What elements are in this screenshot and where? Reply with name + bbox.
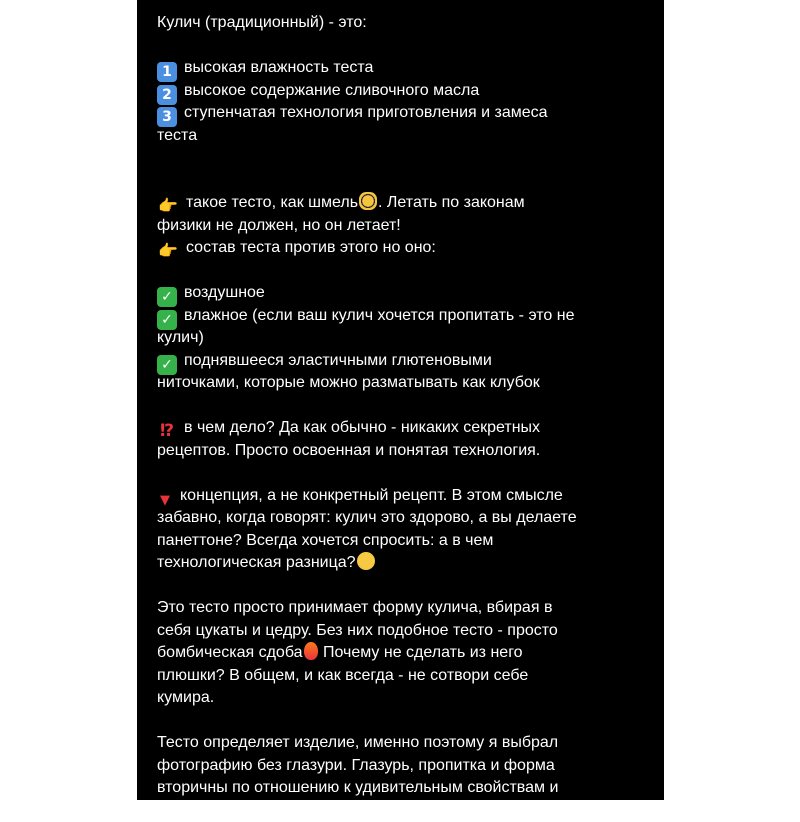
concept-continuation	[157, 552, 664, 575]
grinning-face-icon	[357, 552, 375, 570]
keycap-three-icon: 3	[157, 107, 177, 127]
spacer	[157, 575, 664, 598]
spacer	[157, 170, 664, 193]
pointing-hand-icon: 👉	[157, 241, 179, 261]
check-continuation: кулич)	[157, 327, 664, 350]
point-continuation: физики не должен, но он летает!	[157, 215, 664, 238]
spacer	[157, 35, 664, 58]
list-item-text: высокая влажность теста	[184, 59, 373, 76]
check-item	[157, 305, 664, 328]
post-title: Кулич (традиционный) - это:	[157, 12, 664, 35]
paragraph-line: вторичны по отношению к удивительным свойствам и	[157, 777, 664, 800]
list-item-text: ступенчатая технология приготовления и замеса	[184, 104, 548, 121]
concept-text: технологическая разница?	[157, 554, 356, 571]
check-mark-icon: ✓	[157, 355, 177, 375]
concept-continuation: панеттоне? Всегда хочется спросить: а в чем	[157, 530, 664, 553]
fire-icon	[304, 642, 318, 660]
concept-line	[157, 485, 664, 508]
check-item	[157, 350, 664, 373]
spacer	[157, 462, 664, 485]
list-item-text: высокое содержание сливочного масла	[184, 82, 479, 99]
paragraph-line: плюшки? В общем, и как всегда - не сотвори себе	[157, 665, 664, 688]
list-item-continuation: теста	[157, 125, 664, 148]
check-continuation: ниточками, которые можно разматывать как клубок	[157, 372, 664, 395]
question-line	[157, 417, 664, 440]
check-mark-icon: ✓	[157, 310, 177, 330]
paragraph-line: красоте этого типа теста.	[157, 800, 664, 822]
paragraph-line	[157, 642, 664, 665]
spacer	[157, 395, 664, 418]
list-item	[157, 80, 664, 103]
keycap-two-icon: 2	[157, 85, 177, 105]
spacer	[157, 710, 664, 733]
check-text: воздушное	[184, 284, 265, 301]
paragraph-text: бомбическая сдоба	[157, 644, 303, 661]
pointing-hand-icon: 👉	[157, 196, 179, 216]
check-text: влажное (если ваш кулич хочется пропитать - это не	[184, 307, 574, 324]
paragraph-line: фотографию без глазури. Глазурь, пропитка и форма	[157, 755, 664, 778]
spacer	[157, 260, 664, 283]
point-line	[157, 192, 664, 215]
list-item	[157, 57, 664, 80]
check-item	[157, 282, 664, 305]
red-triangle-down-icon: ▼	[157, 491, 173, 511]
list-item	[157, 102, 664, 125]
paragraph-line: кумира.	[157, 687, 664, 710]
question-continuation: рецептов. Просто освоенная и понятая технология.	[157, 440, 664, 463]
concept-text: концепция, а не конкретный рецепт. В этом смысле	[180, 487, 563, 504]
spacer	[157, 147, 664, 170]
bee-icon	[359, 192, 377, 210]
paragraph-line: Это тесто просто принимает форму кулича, вбирая в	[157, 597, 664, 620]
paragraph-text: Почему не сделать из него	[319, 644, 523, 661]
paragraph-line: себя цукаты и цедру. Без них подобное тесто - просто	[157, 620, 664, 643]
point-text: состав теста против этого но оно:	[186, 239, 436, 256]
paragraph-line: Тесто определяет изделие, именно поэтому я выбрал	[157, 732, 664, 755]
question-text: в чем дело? Да как обычно - никаких секретных	[184, 419, 540, 436]
concept-continuation: забавно, когда говорят: кулич это здорово, а вы делаете	[157, 507, 664, 530]
point-text: . Летать по законам	[378, 194, 525, 211]
point-text: такое тесто, как шмель	[186, 194, 358, 211]
keycap-one-icon: 1	[157, 62, 177, 82]
check-text: поднявшееся эластичными глютеновыми	[184, 352, 492, 369]
exclamation-question-icon: ⁉	[157, 421, 177, 441]
post-text-panel	[137, 0, 664, 800]
check-mark-icon: ✓	[157, 287, 177, 307]
point-line	[157, 237, 664, 260]
